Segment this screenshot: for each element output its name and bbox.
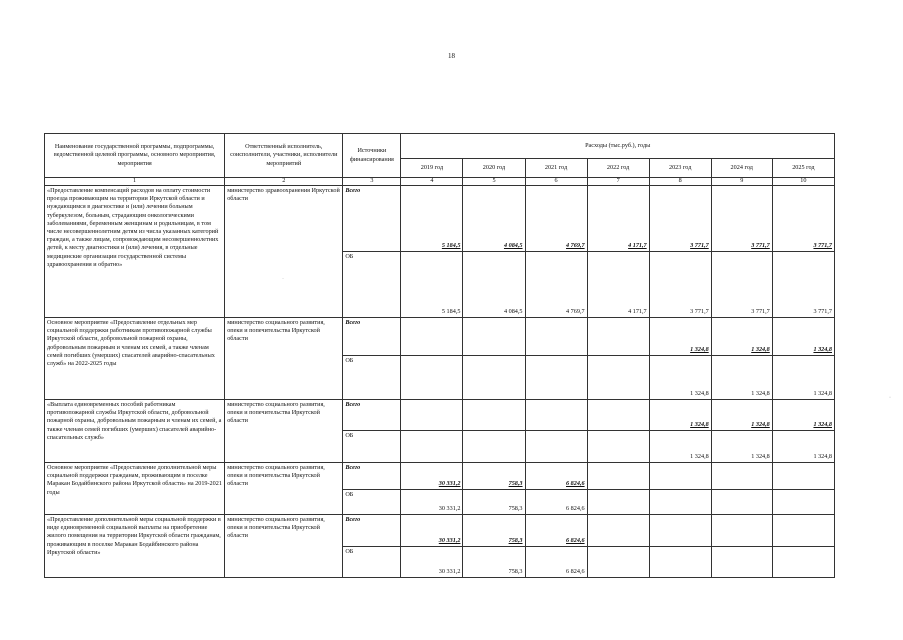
ob-value [463,356,525,400]
responsible-executor: министерство социального развития, опеки и попечительства Иркутской области [225,515,343,578]
measure-name: Основное мероприятие «Предоставление дополнительной меры социальной поддержки гражданам, проживающим в поселке Маракан Бодайбинского района Иркутской области» на 2019-2021 годы [45,463,225,515]
column-index: 5 [463,178,525,186]
ob-value [525,431,587,463]
measure-name: Основное мероприятие «Предоставление отдельных мер социальной поддержки работникам противопожарной службы Иркутской области, добровольной пожарной охраны, добровольным пожарным и членам их семей, а также членам семей погибших (умерших) спасателей аварийно-спасательных служб» на 2022-2025 годы [45,318,225,400]
ob-value: 30 331,2 [401,547,463,578]
total-value: 758,3 [463,463,525,490]
responsible-executor: министерство социального развития, опеки и попечительства Иркутской области [225,318,343,400]
source-total-label: Всего [343,318,401,356]
table-row [45,318,835,356]
column-index: 7 [587,178,649,186]
total-value: 1 324,8 [772,318,834,356]
ob-value [711,490,772,515]
total-value: 1 324,8 [711,400,772,431]
source-ob-label: ОБ [343,490,401,515]
ob-value [587,431,649,463]
total-value [463,318,525,356]
total-value: 758,3 [463,515,525,547]
expenses-table [44,133,835,578]
total-value [711,515,772,547]
total-value [587,515,649,547]
header-year: 2025 год [772,159,834,178]
total-value: 4 084,5 [463,186,525,252]
responsible-executor: министерство социального развития, опеки и попечительства Иркутской области [225,463,343,515]
ob-value [463,431,525,463]
total-value: 30 331,2 [401,463,463,490]
total-value [401,400,463,431]
total-value: 3 771,7 [772,186,834,252]
responsible-executor: министерство здравоохранения Иркутской области [225,186,343,318]
ob-value: 758,3 [463,490,525,515]
column-index: 1 [45,178,225,186]
total-value: 3 771,7 [649,186,711,252]
header-year: 2021 год [525,159,587,178]
page-number: 18 [448,52,455,60]
source-total-label: Всего [343,463,401,490]
ob-value [587,356,649,400]
header-year: 2020 год [463,159,525,178]
ob-value: 3 771,7 [711,252,772,318]
ob-value: 4 769,7 [525,252,587,318]
scan-speck: ˙ [282,278,284,284]
table-row [45,463,835,490]
source-ob-label: ОБ [343,547,401,578]
ob-value: 4 171,7 [587,252,649,318]
ob-value: 1 324,8 [649,356,711,400]
source-ob-label: ОБ [343,252,401,318]
total-value [772,515,834,547]
header-name: Наименование государственной программы, подпрограммы, ведомственной целевой программы, основного мероприятия, мероприятия [45,134,225,178]
total-value: 1 324,8 [649,400,711,431]
header-expenses: Расходы (тыс.руб.), годы [401,134,835,159]
source-total-label: Всего [343,400,401,431]
total-value: 1 324,8 [649,318,711,356]
source-ob-label: ОБ [343,356,401,400]
total-value: 4 171,7 [587,186,649,252]
table-row [45,186,835,252]
ob-value [772,547,834,578]
total-value: 1 324,8 [772,400,834,431]
ob-value [401,356,463,400]
total-value [711,463,772,490]
total-value: 30 331,2 [401,515,463,547]
total-value [525,400,587,431]
total-value: 6 824,6 [525,463,587,490]
ob-value: 1 324,8 [711,431,772,463]
ob-value [772,490,834,515]
ob-value: 3 771,7 [649,252,711,318]
source-ob-label: ОБ [343,431,401,463]
column-index: 6 [525,178,587,186]
ob-value: 3 771,7 [772,252,834,318]
total-value [772,463,834,490]
ob-value [649,547,711,578]
total-value [649,463,711,490]
header-year: 2023 год [649,159,711,178]
ob-value: 1 324,8 [772,431,834,463]
total-value: 6 824,6 [525,515,587,547]
ob-value: 1 324,8 [649,431,711,463]
ob-value: 5 184,5 [401,252,463,318]
source-total-label: Всего [343,186,401,252]
column-index: 2 [225,178,343,186]
ob-value: 30 331,2 [401,490,463,515]
table-row [45,515,835,547]
column-index: 3 [343,178,401,186]
measure-name: «Предоставление компенсаций расходов на оплату стоимости проезда проживающим на территории Иркутской области и нуждающимся в диагностике и (или) лечении больным туберкулезом, больным, страдающим онкологическими заболеваниями, беременным женщинам и родильницам, в том числе несовершеннолетним детям из числа указанных категорий граждан, а также лицам, сопровождающим несовершеннолетних детей, к месту диагностики и (или) лечения, в отдельные медицинские организации государственной системы здравоохранения и обратно» [45,186,225,318]
header-year: 2024 год [711,159,772,178]
total-value [587,318,649,356]
column-index: 10 [772,178,834,186]
header-year: 2019 год [401,159,463,178]
ob-value: 758,3 [463,547,525,578]
total-value: 4 769,7 [525,186,587,252]
ob-value [525,356,587,400]
total-value [401,318,463,356]
ob-value: 4 084,5 [463,252,525,318]
ob-value: 1 324,8 [772,356,834,400]
ob-value: 1 324,8 [711,356,772,400]
table-row [45,400,835,431]
header-source: Источники финансирования [343,134,401,178]
column-index: 8 [649,178,711,186]
ob-value [649,490,711,515]
header-year: 2022 год [587,159,649,178]
responsible-executor: министерство социального развития, опеки и попечительства Иркутской области [225,400,343,463]
total-value [649,515,711,547]
total-value: 1 324,8 [711,318,772,356]
ob-value: 6 824,6 [525,547,587,578]
source-total-label: Всего [343,515,401,547]
measure-name: «Выплата единовременных пособий работникам противопожарной службы Иркутской области, добровольной пожарной охраны, добровольным пожарным и членам их семей, а также членам семей погибших (умерших) спасателей аварийно-спасательных служб» [45,400,225,463]
column-index: 4 [401,178,463,186]
total-value: 5 184,5 [401,186,463,252]
measure-name: «Предоставление дополнительной меры социальной поддержки в виде единовременной социальной выплаты на приобретение жилого помещения на территории Иркутской области гражданам, проживающим в поселке Маракан Бодайбинского района Иркутской области» [45,515,225,578]
ob-value: 6 824,6 [525,490,587,515]
header-responsible: Ответственный исполнитель, соисполнители, участники, исполнители мероприятий [225,134,343,178]
total-value [587,463,649,490]
ob-value [711,547,772,578]
total-value [587,400,649,431]
ob-value [401,431,463,463]
total-value [525,318,587,356]
ob-value [587,490,649,515]
total-value [463,400,525,431]
column-index: 9 [711,178,772,186]
ob-value [587,547,649,578]
total-value: 3 771,7 [711,186,772,252]
scan-speck: · [889,395,891,401]
